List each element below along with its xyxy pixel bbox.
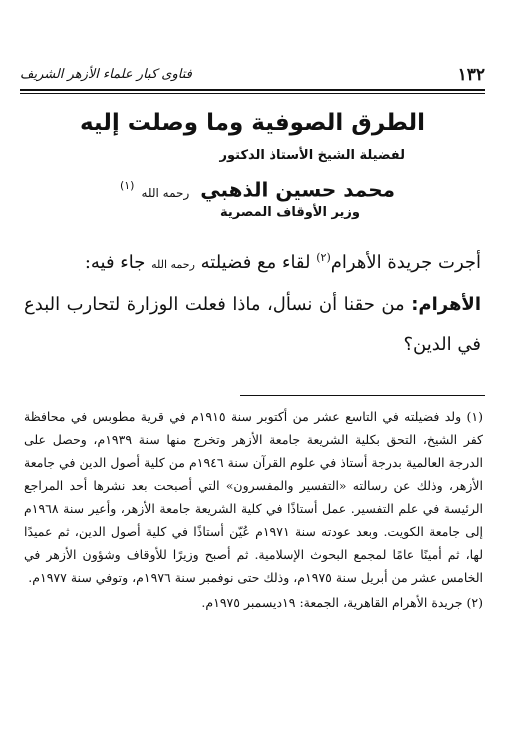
footnotes (24, 405, 483, 616)
book-title: فتاوى كبار علماء الأزهر الشريف (20, 67, 192, 82)
article-body (24, 238, 481, 365)
author-name: محمد حسين الذهبي (200, 177, 395, 202)
intro-text-middle: لقاء مع فضيلته (194, 252, 317, 273)
question-paragraph (24, 285, 481, 365)
author-name-line (120, 172, 395, 207)
footnote-ref-1: (١) (119, 179, 135, 192)
author-byline: لفضيلة الشيخ الأستاذ الدكتور (219, 148, 405, 163)
intro-honorific: رحمه الله (151, 258, 195, 271)
speaker-label: الأهرام: (411, 294, 481, 315)
footnote-separator (240, 395, 485, 396)
article-title: الطرق الصوفية وما وصلت إليه (79, 110, 426, 136)
author-honorific: رحمه الله (141, 185, 190, 200)
author-position: وزير الأوقاف المصرية (219, 205, 360, 220)
header-rule-thin (20, 93, 485, 94)
page-number: ١٣٢ (457, 65, 485, 85)
question-text: من حقنا أن نسأل، ماذا فعلت الوزارة لتحارب البدع في الدين؟ (24, 294, 481, 355)
footnote-ref-2: (٢) (316, 251, 331, 264)
header-rule (20, 89, 485, 91)
footnote-1: (١) ولد فضيلته في التاسع عشر من أكتوبر سنة ١٩١٥م في قرية مطوبس في محافظة كفر الشيخ، التحق بكلية الشريعة جامعة الأزهر وتخرج منها سنة ١٩٣٩م، وحصل على الدرجة العالمية بدرجة أستاذ في علوم القرآن سنة ١٩٤٦م من كلية أصول الدين في جامعة الأزهر، وذلك عن رسالته «التفسير والمفسرون» التي أصبحت بعد نشرها أحد المراجع الرئيسة في علم التفسير. عمل أستاذًا في كلية الشريعة جامعة الأزهر، وأعير سنة ١٩٦٨م إلى جامعة الكويت. وبعد عودته سنة ١٩٧١م عُيّن أستاذًا في كلية أصول الدين، ثم عميدًا لها، ثم أمينًا عامًا لمجمع البحوث الإسلامية. ثم أصبح وزيرًا للأوقاف وشؤون الأزهر في الخامس عشر من أبريل سنة ١٩٧٥م، وذلك حتى نوفمبر سنة ١٩٧٦م، وتوفي سنة ١٩٧٧م. (24, 409, 484, 585)
running-header (20, 64, 485, 86)
intro-paragraph (24, 238, 481, 285)
intro-text-end: جاء فيه: (84, 252, 152, 273)
footnote-2: (٢) جريدة الأهرام القاهرية، الجمعة: ١٩ديسمبر ١٩٧٥م. (201, 595, 483, 610)
intro-text-start: أجرت جريدة الأهرام (330, 252, 481, 273)
